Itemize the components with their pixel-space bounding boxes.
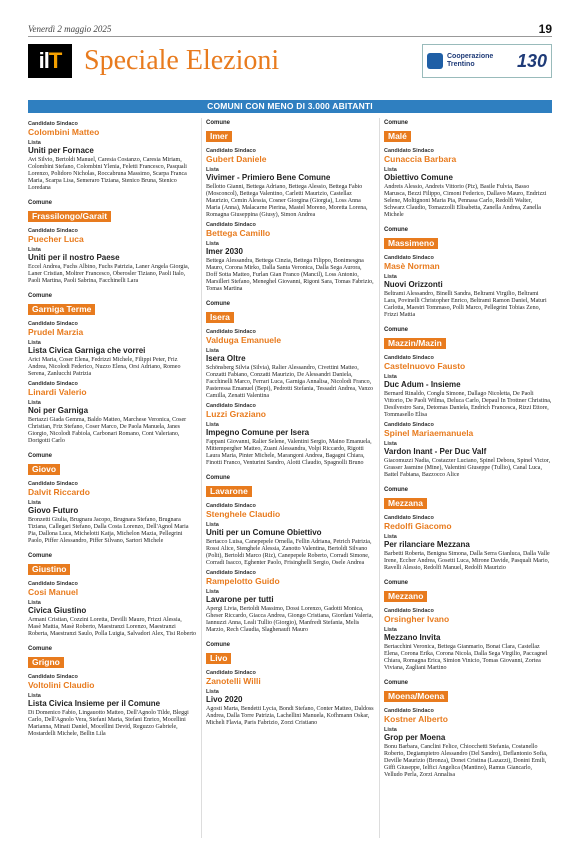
comune-name: Lavarone xyxy=(206,486,252,497)
list-members: Bertacco Luisa, Canepepele Ornella, Fellin Adriana, Petrich Patrizia, Rossi Alice, Stenghele Alessia, Zanotto Valentina, Bertoldi Silvano (Polit), Bertoldi Marco (Riz), Canepepele Roberto, Corradi Simone, Corradi Isacco, Eghenter Paolo, Frisinghelli Sergio, Osele Andrea xyxy=(206,539,372,566)
section-title: Speciale Elezioni xyxy=(84,45,280,76)
comune-block xyxy=(206,120,374,293)
list-members: Schönsberg Silvia (Silvia), Ralier Alessandro, Civettini Matteo, Conzatti Fabiano, Conzatti Maurizio, De Alessandri Daniela, Facchinelli Marco, Ferrari Luca, Garniga Annalisa, Nicolodi Franco, Pasteressa Emanuel (Bepi), Pedrotti Stefania, Tessadri Andrea, Vanzo Camilla, Zenatti Valentina xyxy=(206,365,373,399)
candidate-name: Stenghele Claudio xyxy=(206,509,281,519)
list-name: Lista Civica Garniga che vorrei xyxy=(28,346,146,355)
candidate-name: Zanotelli Willi xyxy=(206,676,261,686)
candidato-label: Candidato Sindaco xyxy=(384,355,434,361)
comune-block xyxy=(28,200,196,285)
comune-name: Giustino xyxy=(28,564,70,575)
candidato-label: Candidato Sindaco xyxy=(28,381,78,387)
comune-label: Comune xyxy=(206,120,230,126)
comune-label: Comune xyxy=(384,580,408,586)
cooperazione-ad xyxy=(422,44,552,78)
lista-label: Lista xyxy=(384,167,397,173)
list-name: Uniti per il nostro Paese xyxy=(28,253,120,262)
comune-block xyxy=(384,487,552,572)
candidato-label: Candidato Sindaco xyxy=(28,481,78,487)
columns xyxy=(28,118,552,838)
comune-block xyxy=(206,475,374,634)
page-number: 19 xyxy=(538,22,552,36)
lista-label: Lista xyxy=(28,600,41,606)
comune-name: Imer xyxy=(206,131,232,142)
candidato-label: Candidato Sindaco xyxy=(28,674,78,680)
cooperazione-text xyxy=(447,53,493,69)
candidate-name: Puecher Luca xyxy=(28,234,84,244)
cooperazione-logo-icon xyxy=(427,53,443,69)
candidato-label: Candidato Sindaco xyxy=(384,148,434,154)
comune-name: Malé xyxy=(384,131,411,142)
list-name: Vardon Inant - Per Duc Valf xyxy=(384,447,487,456)
header-rule xyxy=(28,36,552,37)
list-members: Bernard Rinaldo, Conglu Simone, Dallago Nicoletta, De Paoli Vittorio, De Paoli Wilma, Deluca Carlo, Depaul In Trottner Christina, Desilvestro Sara, Detomas Daniela, Endrich Francesca, Rizzi Ettore, Tommasello Elisa xyxy=(384,391,552,418)
lista-label: Lista xyxy=(206,422,219,428)
list-members: Barbetti Roberta, Benigna Simona, Dalla Serra Gianluca, Dalla Valle Irene, Eccher Andrea, Gosetti Luca, Mirone Davide, Pasquali Mario, Ravelli Alessio, Redolfi Manuel, Redolfi Maurizio xyxy=(384,551,550,571)
list-name: Livo 2020 xyxy=(206,695,243,704)
candidate-name: Prudel Marzia xyxy=(28,327,84,337)
list-members: Beltrami Alessandro, Binelli Sandra, Beltrami Virgilio, Beltrami Lara, Povinelli Christopher Enrico, Beltrami Ramon Daniel, Maturi Carlotta, Maestri Tommaso, Polli Marco, Pellegrini Tobias Zeno, Frizzi Mattia xyxy=(384,291,547,318)
comune-label: Comune xyxy=(28,646,52,652)
comune-label: Comune xyxy=(384,327,408,333)
list-name: Duc Adum - Insieme xyxy=(384,380,461,389)
candidate-name: Cosi Manuel xyxy=(28,587,79,597)
list-name: Lista Civica Insieme per il Comune xyxy=(28,699,161,708)
candidato-label: Candidato Sindaco xyxy=(206,148,256,154)
list-members: Bonu Barbara, Canclini Felice, Chiocchetti Stefania, Costanello Roberto, Degiampietro Alessandro (Del Sandro), Deflantonio Sofia, Deville Maurizio (Bronza), Donei Cristina (Lazazzi), Donini Emili, Giffi Giuseppe, Ielfici Angelica (Mantino), Ramus Giancarlo, Velludo Perla, Zorzi Annalisa xyxy=(384,744,548,778)
coop-line1: Cooperazione xyxy=(447,53,494,60)
candidato-label: Candidato Sindaco xyxy=(28,121,78,127)
list-name: Per rilanciare Mezzana xyxy=(384,540,470,549)
comune-name: Isera xyxy=(206,312,234,323)
lista-label: Lista xyxy=(384,441,397,447)
list-members: Giacomuzzi Nadia, Costazzer Luciano, Spinel Debora, Spinel Victor, Grasser Jasmine (Mine), Valentini Giuseppe (Tullio), Canal Luca, Battel Fabiana, Bazzocco Alice xyxy=(384,458,551,478)
section-banner: COMUNI CON MENO DI 3.000 ABITANTI xyxy=(28,100,552,113)
comune-block xyxy=(28,293,196,445)
lista-label: Lista xyxy=(206,589,219,595)
comune-name: Giovo xyxy=(28,464,60,475)
candidato-label: Candidato Sindaco xyxy=(206,222,256,228)
list-name: Mezzano Invita xyxy=(384,633,441,642)
candidato-label: Candidato Sindaco xyxy=(28,581,78,587)
coop-line2: Trentino xyxy=(447,61,475,68)
list-members: Eccel Andrea, Fuchs Albino, Fuchs Patrizia, Laner Angela Giorgia, Laner Cristian, Moltrer Francesco, Oberosler Tiziano, Paoli Italo, Paoli Martina, Paoli Sabrina, Facchinelli Lara xyxy=(28,264,190,284)
lista-label: Lista xyxy=(206,348,219,354)
comune-block xyxy=(28,453,196,545)
column-3 xyxy=(379,118,552,838)
list-name: Uniti per un Comune Obiettivo xyxy=(206,528,322,537)
candidate-name: Gubert Daniele xyxy=(206,154,267,164)
candidato-label: Candidato Sindaco xyxy=(384,422,434,428)
list-members: Bertazzi Giada Gemma, Baldo Matteo, Marchese Veronica, Coser Christian, Friz Stefano, Coser Marco, De Paola Manuela, Janes Giorgio, Nicolodi Fabiola, Carbonari Romano, Cont Valeriano, Dorigotti Carlo xyxy=(28,417,187,444)
candidate-name: Linardi Valerio xyxy=(28,387,87,397)
comune-block xyxy=(206,301,374,467)
list-name: Vivimer - Primiero Bene Comune xyxy=(206,173,331,182)
lista-label: Lista xyxy=(206,522,219,528)
comune-block xyxy=(28,121,196,192)
candidato-label: Candidato Sindaco xyxy=(206,670,256,676)
list-members: Agosti Marta, Bendetti Lycia, Bondi Stefano, Conter Matteo, Daldoss Andrea, Dalla Torre Patrizia, Lachellini Manuela, Kofhmann Oskar, Micheli Flavia, Paris Fabrizio, Zorzi Cristiano xyxy=(206,706,374,726)
comune-name: Mezzano xyxy=(384,591,427,602)
candidato-label: Candidato Sindaco xyxy=(206,329,256,335)
list-name: Grop per Moena xyxy=(384,733,446,742)
list-members: Bertacchini Veronica, Bettega Gianmario, Bonat Clara, Castellaz Elena, Corona Erika, Corona Nicola, Dalla Sega Virgilio, Paccagnel Chiara, Romagna Erica, Simion Vinicio, Tomas Giovanni, Zortea Viviana, Zagliani Martino xyxy=(384,644,548,671)
lista-label: Lista xyxy=(384,627,397,633)
lista-label: Lista xyxy=(384,727,397,733)
comune-label: Comune xyxy=(384,227,408,233)
list-members: Di Domenico Fabio, Lingauotto Matteo, Dell'Agnolo Tilde, Bleggi Carlo, Dell'Agnolo Vera, Stefani Maria, Stefani Enrico, Mocellini Marianna, Minati Daniel, Mocellini Devid, Reguzzo Gabriele, Mostardelli Michele, Bellin Lila xyxy=(28,710,189,737)
list-members: Bettega Alessandra, Bettega Cinzia, Bettega Filippo, Bonimesgna Mauro, Corona Mirko, Dalla Santa Veronica, Dalla Sega Aurora, Doff Sotta Matteo, Furlan Gian Franco (Mancil), Loss Antonio, Marsilleri Stefano, Meneghel Giovanni, Rigoni Sara, Tomas Fabrizio, Tomas Martina xyxy=(206,258,374,292)
candidate-name: Luzzi Graziano xyxy=(206,409,266,419)
candidate-name: Valduga Emanuele xyxy=(206,335,282,345)
list-name: Civica Giustino xyxy=(28,606,87,615)
comune-name: Moena/Moena xyxy=(384,691,448,702)
comune-block xyxy=(206,642,374,727)
candidate-name: Castelnuovo Fausto xyxy=(384,361,466,371)
lista-label: Lista xyxy=(206,167,219,173)
lista-label: Lista xyxy=(384,274,397,280)
candidato-label: Candidato Sindaco xyxy=(206,570,256,576)
comune-label: Comune xyxy=(206,642,230,648)
candidate-name: Cunaccia Barbara xyxy=(384,154,457,164)
comune-name: Livo xyxy=(206,653,231,664)
lista-label: Lista xyxy=(28,400,41,406)
comune-label: Comune xyxy=(384,680,408,686)
list-members: Bellotto Gianni, Bettega Adriano, Bettega Alessio, Bettega Fabio (Mosconcol), Bettega Valentino, Carletti Maurizio, Castellaz Maurizio, Cemin Alessia, Cosner Giorgina (Giorgia), Loss Anna Maria (Anna), Malacarne Pierina, Mastel Moreno, Moretta Lorena, Romagna Giuseppina (Giusy), Simon Andrea xyxy=(206,184,368,218)
comune-label: Comune xyxy=(206,475,230,481)
list-name: Nuovi Orizzonti xyxy=(384,280,443,289)
list-name: Imer 2030 xyxy=(206,247,243,256)
comune-name: Mezzana xyxy=(384,498,427,509)
candidate-name: Orsingher Ivano xyxy=(384,614,450,624)
comune-block xyxy=(384,680,552,779)
comune-name: Grigno xyxy=(28,657,64,668)
lista-label: Lista xyxy=(28,247,41,253)
candidato-label: Candidato Sindaco xyxy=(206,503,256,509)
list-name: Uniti per Fornace xyxy=(28,146,94,155)
list-name: Isera Oltre xyxy=(206,354,246,363)
candidato-label: Candidato Sindaco xyxy=(384,255,434,261)
candidate-name: Dalvit Riccardo xyxy=(28,487,90,497)
candidato-label: Candidato Sindaco xyxy=(28,321,78,327)
list-members: Andreis Alessio, Andreis Vittorio (Piz), Basile Fulvia, Basso Marusca, Bezzi Filippo, Cimoni Federico, Dallavo Mauro, Endrizzi Selene, Moltignoni Maria Pia, Pennasa Carlo, Redolfi Walter, Schwarz Claudio, Tomazzolli Elisabetta, Zanella Andrea, Zanella Michele xyxy=(384,184,547,218)
comune-label: Comune xyxy=(206,301,230,307)
comune-name: Garniga Terme xyxy=(28,304,95,315)
candidato-label: Candidato Sindaco xyxy=(384,708,434,714)
comune-name: Mazzin/Mazin xyxy=(384,338,446,349)
candidate-name: Masè Norman xyxy=(384,261,440,271)
comune-block xyxy=(384,120,552,219)
comune-label: Comune xyxy=(28,293,52,299)
lista-label: Lista xyxy=(384,374,397,380)
comune-name: Massimeno xyxy=(384,238,438,249)
list-members: Avi Silvio, Bertoldi Manuel, Caresia Costanzo, Caresia Miriam, Colombini Stefano, Colombini Ylenia, Feletti Francesco, Pasquali Lorenzo, Polidoro Nicholas, Roccabruna Massimo, Scarpa Franca Maria, Scarpa Lisa, Semeraro Tiziana, Stenico Bruna, Stenico Loredana xyxy=(28,157,187,191)
list-name: Impegno Comune per Isera xyxy=(206,428,310,437)
comune-block xyxy=(384,327,552,479)
list-name: Giovo Futuro xyxy=(28,506,79,515)
list-name: Obiettivo Comune xyxy=(384,173,453,182)
comune-block xyxy=(384,580,552,672)
list-name: Lavarone per tutti xyxy=(206,595,274,604)
comune-label: Comune xyxy=(384,120,408,126)
candidato-label: Candidato Sindaco xyxy=(384,515,434,521)
lista-label: Lista xyxy=(28,500,41,506)
comune-label: Comune xyxy=(384,487,408,493)
list-members: Bronzetti Giulia, Brugnara Jacopo, Brugnara Stefano, Brugnara Tiziana, Callegari Stefano, Dalla Costa Lorenzo, Dell'Agnol Maria Pia, Dallona Luca, Michelotti Katja, Michelon Mazia, Pellegrini Paolo, Piffer Alessandro, Piffer Silvano, Sartori Michele xyxy=(28,517,189,544)
coop-anniversary-badge: 130 xyxy=(516,50,547,71)
candidate-name: Voltolini Claudio xyxy=(28,680,95,690)
lista-label: Lista xyxy=(206,241,219,247)
candidato-label: Candidato Sindaco xyxy=(28,228,78,234)
candidato-label: Candidato Sindaco xyxy=(206,403,256,409)
lista-label: Lista xyxy=(384,534,397,540)
newspaper-logo: ilT xyxy=(28,44,72,78)
candidate-name: Colombini Matteo xyxy=(28,127,100,137)
candidato-label: Candidato Sindaco xyxy=(384,608,434,614)
comune-block xyxy=(28,646,196,738)
page-header xyxy=(0,0,580,100)
comune-label: Comune xyxy=(28,200,52,206)
list-members: Arici Maria, Coser Elena, Fedrizzi Michele, Filippi Peter, Friz Andrea, Nicolodi Federico, Nuzzo Elena, Orsi Adriano, Romeo Serena, Zanlucchi Patrizia xyxy=(28,357,181,377)
comune-label: Comune xyxy=(28,553,52,559)
candidate-name: Spinel Mariaemanuela xyxy=(384,428,474,438)
lista-label: Lista xyxy=(28,140,41,146)
candidate-name: Kostner Alberto xyxy=(384,714,448,724)
candidate-name: Redolfi Giacomo xyxy=(384,521,452,531)
list-members: Apergi Livia, Bertoldi Massimo, Dossi Lorenzo, Gadotti Monica, Gheser Riccardo, Giacca Andrea, Giongo Cristiana, Giordani Valeria, Iannuzzi Anna, Leali Tullio (Giorgio), Manfredi Stefania, Melis Marzio, Rech Claudia, Slaghenaufi Mauro xyxy=(206,606,373,633)
candidate-name: Bettega Camillo xyxy=(206,228,271,238)
comune-label: Comune xyxy=(28,453,52,459)
list-members: Armani Cristian, Cozzini Loretta, Devilli Mauro, Frizzi Alessia, Masè Mattia, Masè Roberto, Maestranzi Lorenzo, Maestranzi Roberta, Maestranzi Saulo, Polla Luigia, Salvadori Alex, Tisi Roberto xyxy=(28,617,196,637)
lista-label: Lista xyxy=(28,340,41,346)
list-members: Fappani Giovanni, Ralier Selene, Valentini Sergio, Maino Emanuela, Mittempergher Matteo, Zuani Alessandra, Volpi Riccardo, Rigotti Laura Maria, Pinter Michele, Marangoni Andrea, Bagagni Chiara, Finotti Franco, Venturini Sandro, Alotti Claudio, Spagnolli Bruno xyxy=(206,439,372,466)
candidate-name: Rampelotto Guido xyxy=(206,576,280,586)
column-2 xyxy=(201,118,374,838)
issue-date: Venerdì 2 maggio 2025 xyxy=(28,24,112,34)
column-1 xyxy=(28,118,196,838)
lista-label: Lista xyxy=(206,689,219,695)
list-name: Noi per Garniga xyxy=(28,406,89,415)
lista-label: Lista xyxy=(28,693,41,699)
comune-block xyxy=(28,553,196,638)
comune-block xyxy=(384,227,552,319)
comune-name: Frassilongo/Garait xyxy=(28,211,111,222)
